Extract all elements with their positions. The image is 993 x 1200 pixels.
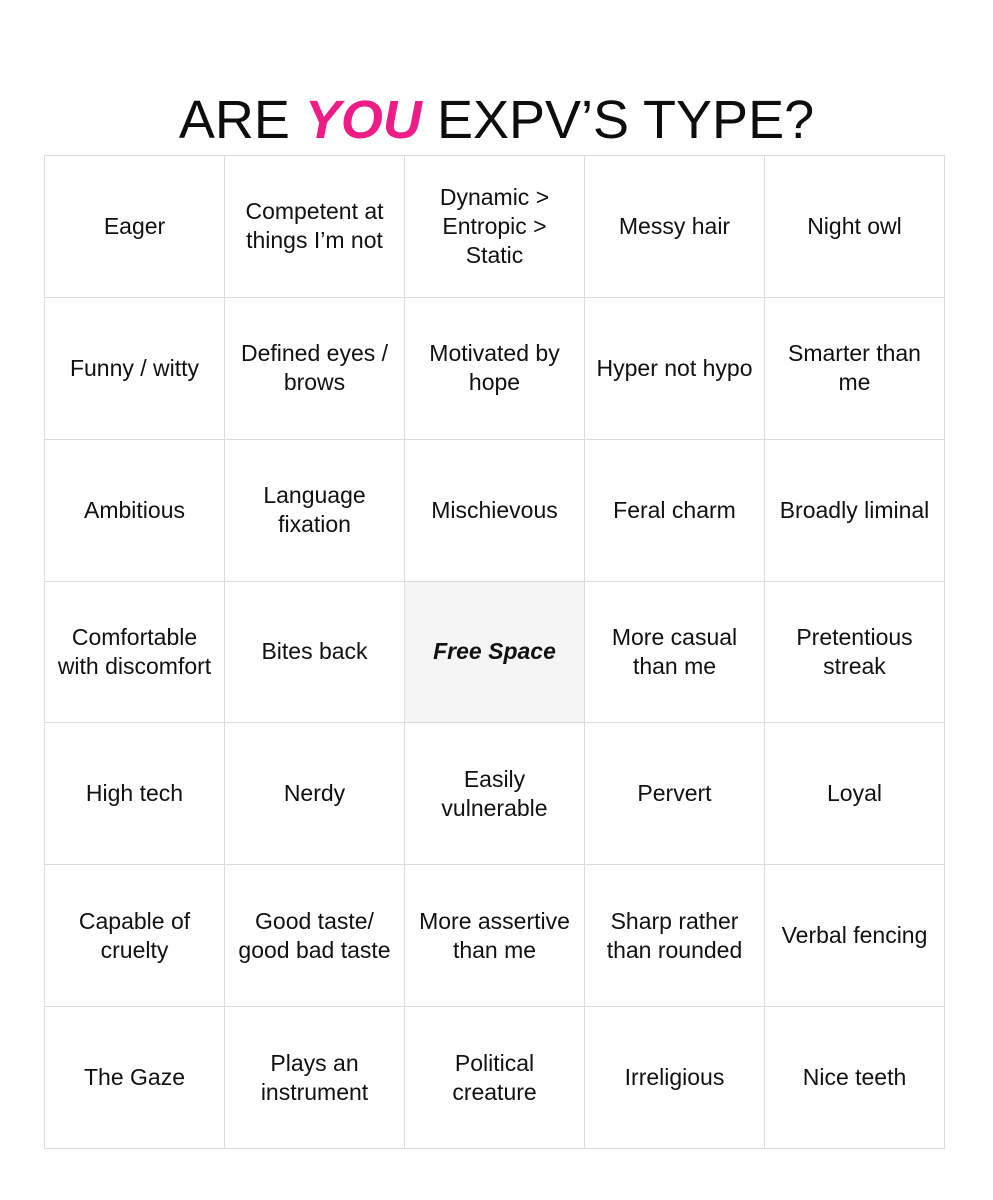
bingo-cell[interactable]: Plays an instrument xyxy=(225,1007,405,1149)
bingo-card xyxy=(44,155,945,1149)
bingo-cell[interactable]: Smarter than me xyxy=(765,298,945,440)
bingo-cell[interactable]: Loyal xyxy=(765,723,945,865)
bingo-cell[interactable]: Competent at things I’m not xyxy=(225,156,405,298)
bingo-cell[interactable]: Motivated by hope xyxy=(405,298,585,440)
bingo-cell[interactable]: Capable of cruelty xyxy=(45,865,225,1007)
bingo-cell[interactable]: Irreligious xyxy=(585,1007,765,1149)
bingo-cell[interactable]: Political creature xyxy=(405,1007,585,1149)
bingo-cell[interactable]: Easily vulnerable xyxy=(405,723,585,865)
title-prefix: ARE xyxy=(178,90,305,150)
bingo-cell[interactable]: Ambitious xyxy=(45,440,225,582)
bingo-cell[interactable]: Defined eyes / brows xyxy=(225,298,405,440)
bingo-cell[interactable]: Mischievous xyxy=(405,440,585,582)
free-space-cell[interactable]: Free Space xyxy=(405,582,585,724)
bingo-cell[interactable]: Dynamic > Entropic > Static xyxy=(405,156,585,298)
bingo-cell[interactable]: Comfortable with discomfort xyxy=(45,582,225,724)
bingo-cell[interactable]: Feral charm xyxy=(585,440,765,582)
bingo-cell[interactable]: More casual than me xyxy=(585,582,765,724)
bingo-cell[interactable]: Broadly liminal xyxy=(765,440,945,582)
title-accent: YOU xyxy=(304,90,422,150)
bingo-cell[interactable]: Bites back xyxy=(225,582,405,724)
bingo-cell[interactable]: Night owl xyxy=(765,156,945,298)
bingo-cell[interactable]: The Gaze xyxy=(45,1007,225,1149)
bingo-cell[interactable]: Nerdy xyxy=(225,723,405,865)
bingo-cell[interactable]: High tech xyxy=(45,723,225,865)
title-suffix: EXPV’S TYPE? xyxy=(421,90,815,150)
bingo-cell[interactable]: Language fixation xyxy=(225,440,405,582)
bingo-cell[interactable]: Pervert xyxy=(585,723,765,865)
bingo-cell[interactable]: Pretentious streak xyxy=(765,582,945,724)
page-title xyxy=(0,82,993,158)
bingo-cell[interactable]: Verbal fencing xyxy=(765,865,945,1007)
bingo-cell[interactable]: Sharp rather than rounded xyxy=(585,865,765,1007)
bingo-cell[interactable]: Messy hair xyxy=(585,156,765,298)
bingo-cell[interactable]: Funny / witty xyxy=(45,298,225,440)
bingo-cell[interactable]: More assertive than me xyxy=(405,865,585,1007)
bingo-cell[interactable]: Eager xyxy=(45,156,225,298)
bingo-cell[interactable]: Hyper not hypo xyxy=(585,298,765,440)
bingo-cell[interactable]: Nice teeth xyxy=(765,1007,945,1149)
bingo-cell[interactable]: Good taste/ good bad taste xyxy=(225,865,405,1007)
